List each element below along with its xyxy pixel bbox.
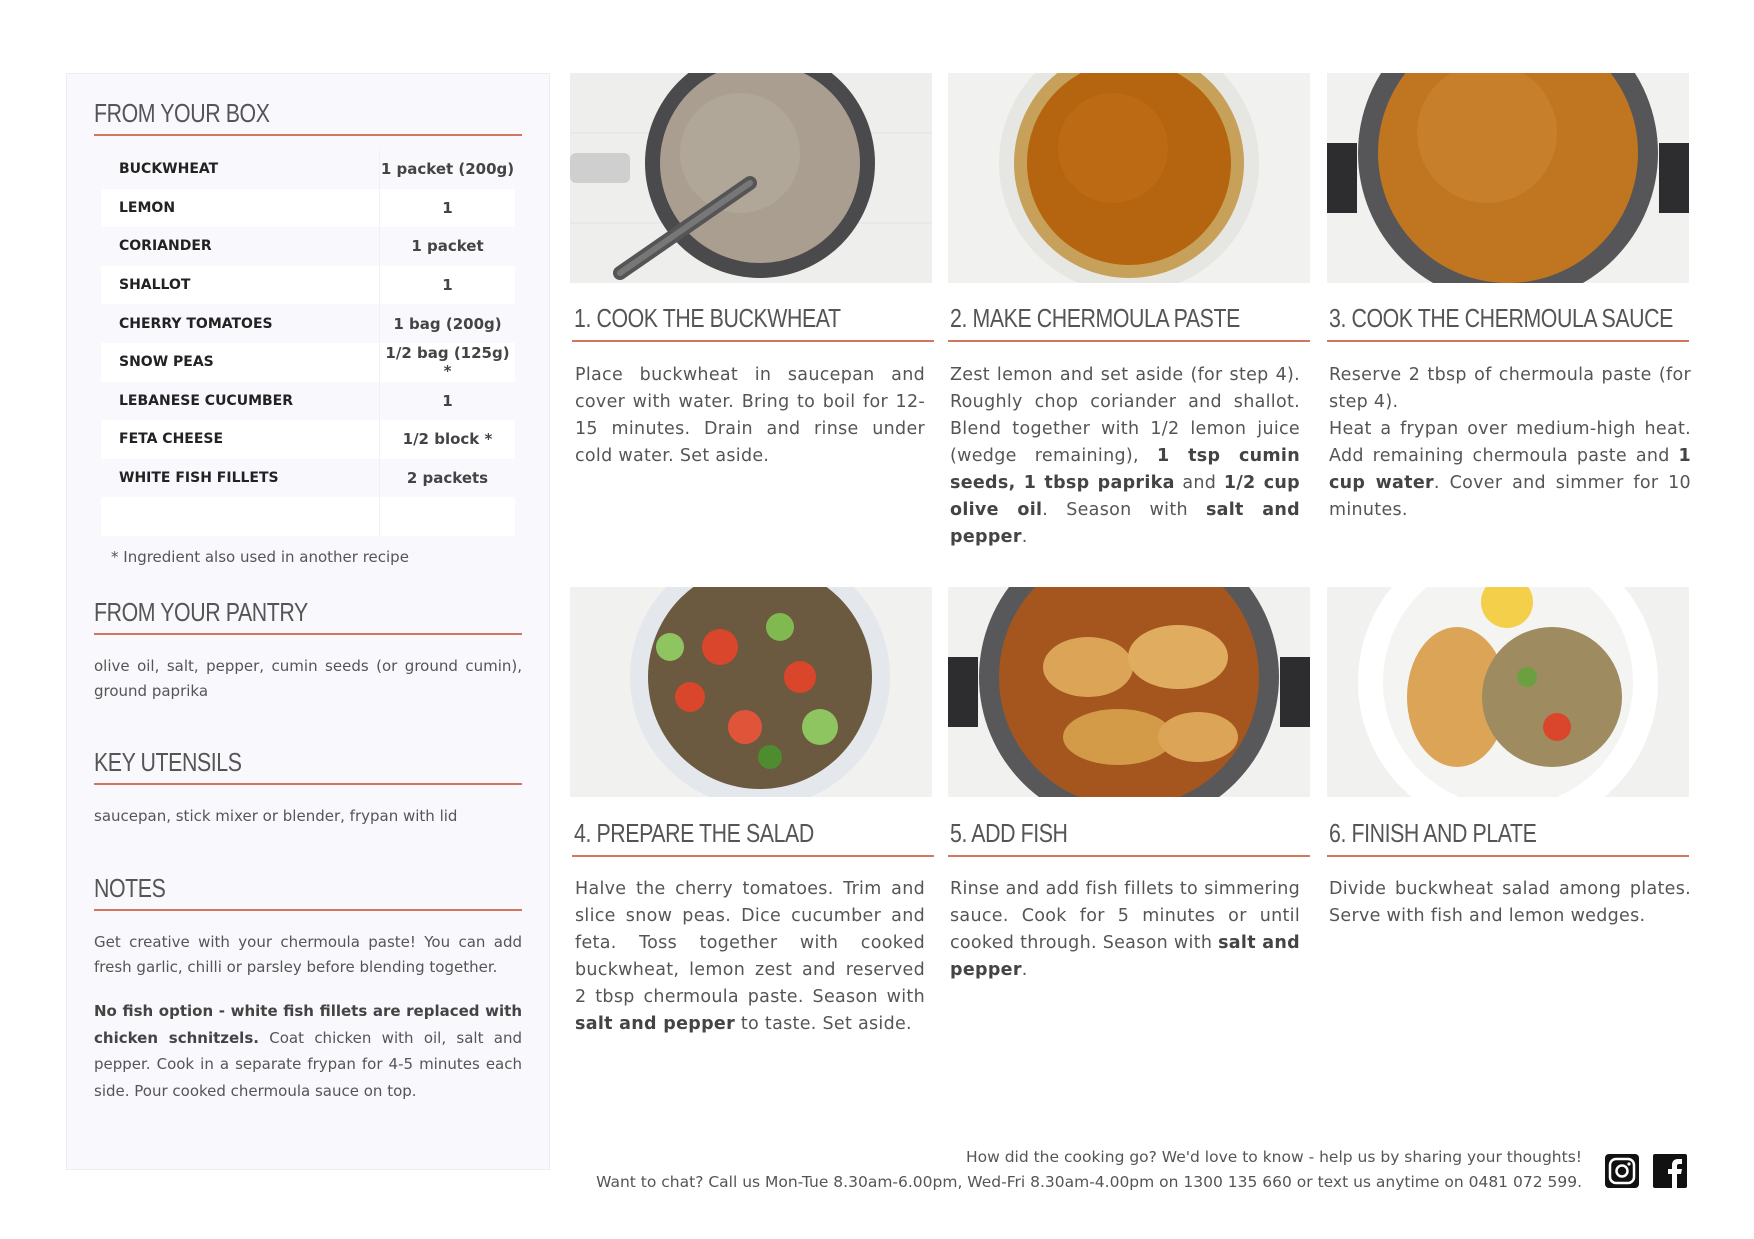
pantry-text: olive oil, salt, pepper, cumin seeds (or ground cumin), ground paprika (94, 657, 522, 700)
notes-no-fish (94, 998, 522, 1104)
step-text-run: to taste. Set aside. (735, 1014, 912, 1034)
section-divider (94, 783, 522, 785)
ingredient-row (101, 150, 515, 189)
utensils-text: saucepan, stick mixer or blender, frypan with lid (94, 807, 458, 825)
ingredient-row (101, 459, 515, 498)
step-text-run: Halve the cherry tomatoes. Trim and slice snow peas. Dice cucumber and feta. Toss together with cooked buckwheat, lemon zest and reserved 2 tbsp chermoula paste. Season with (575, 879, 925, 1007)
key-utensils-title: KEY UTENSILS (94, 747, 242, 777)
step-2-text (950, 362, 1300, 551)
bold-ingredient-text: salt and pepper (950, 933, 1300, 980)
step-text-run: . Season with (1042, 500, 1206, 520)
plated-dish-image (1327, 587, 1689, 797)
buckwheat-pot-image (570, 73, 932, 283)
step-divider (572, 855, 934, 857)
step-text-run: Zest lemon and set aside (for step 4). Roughly chop coriander and shallot. Blend together with 1/2 lemon juice (wedge remaining), (950, 365, 1300, 466)
ingredient-name: CORIANDER (119, 238, 212, 255)
step-5-text (950, 876, 1300, 984)
step-divider (572, 340, 934, 342)
notes-no-fish-rest: Coat chicken with oil, salt and pepper. Cook in a separate frypan for 4-5 minutes each side. Pour cooked chermoula sauce on top. (94, 1028, 522, 1100)
step-1-title: 1. COOK THE BUCKWHEAT (574, 303, 841, 333)
bold-ingredient-text: 1 cup water (1329, 446, 1691, 493)
facebook-icon[interactable] (1652, 1153, 1688, 1189)
ingredient-row (101, 343, 515, 382)
ingredient-name: SHALLOT (119, 277, 191, 294)
ingredient-row (101, 420, 515, 459)
step-divider (948, 855, 1310, 857)
ingredient-table (101, 150, 515, 536)
fish-in-pan-image (948, 587, 1310, 797)
step-4-text (575, 876, 925, 1038)
notes-title: NOTES (94, 873, 166, 903)
contact-text: Want to chat? Call us Mon-Tue 8.30am-6.00pm, Wed-Fri 8.30am-4.00pm on 1300 135 660 or text us anytime on 0481 072 599. (596, 1173, 1582, 1191)
ingredient-name: WHITE FISH FILLETS (119, 470, 279, 487)
notes-text: Get creative with your chermoula paste! You can add fresh garlic, chilli or parsley before blending together. (94, 933, 522, 976)
ingredient-name: SNOW PEAS (119, 354, 214, 371)
ingredient-footnote: * Ingredient also used in another recipe (111, 548, 409, 566)
ingredient-name: FETA CHEESE (119, 431, 224, 448)
step-text-run: . Cover and simmer for 10 minutes. (1329, 473, 1691, 520)
step-6-title: 6. FINISH AND PLATE (1329, 818, 1537, 848)
notes-no-fish-bold: No fish option - white fish fillets are replaced with chicken schnitzels. (94, 1002, 522, 1047)
step-3-text (1329, 362, 1691, 524)
ingredient-qty: 1/2 bag (125g) * (385, 344, 510, 381)
step-3-title: 3. COOK THE CHERMOULA SAUCE (1329, 303, 1673, 333)
step-6-text (1329, 876, 1691, 930)
ingredient-row (101, 266, 515, 305)
from-your-box-title: FROM YOUR BOX (94, 98, 270, 128)
ingredient-row-empty (101, 497, 515, 536)
chermoula-paste-image (948, 73, 1310, 283)
step-text-run: Divide buckwheat salad among plates. Serve with fish and lemon wedges. (1329, 879, 1691, 926)
step-divider (948, 340, 1310, 342)
ingredient-row (101, 227, 515, 266)
section-divider (94, 633, 522, 635)
bold-ingredient-text: salt and pepper (950, 500, 1300, 547)
ingredient-row (101, 189, 515, 228)
step-text-run: . (1021, 527, 1028, 547)
ingredient-qty: 1 (442, 198, 453, 217)
step-1-text (575, 362, 925, 470)
ingredient-name: BUCKWHEAT (119, 161, 219, 178)
ingredient-qty: 1 (442, 276, 453, 295)
step-text-run: . (1021, 960, 1028, 980)
step-divider (1327, 855, 1689, 857)
step-text-run: Heat a frypan over medium-high heat. Add remaining chermoula paste and (1329, 419, 1691, 466)
ingredient-qty: 1 packet (411, 237, 484, 256)
ingredient-qty: 1 (442, 391, 453, 410)
feedback-text: How did the cooking go? We'd love to know - help us by sharing your thoughts! (965, 1148, 1582, 1166)
ingredient-row (101, 382, 515, 421)
step-divider (1327, 340, 1689, 342)
section-divider (94, 134, 522, 136)
step-2-title: 2. MAKE CHERMOULA PASTE (950, 303, 1240, 333)
ingredient-name: LEMON (119, 199, 176, 216)
chermoula-sauce-image (1327, 73, 1689, 283)
bold-ingredient-text: 1/2 cup olive oil (950, 473, 1300, 520)
from-your-pantry-title: FROM YOUR PANTRY (94, 597, 308, 627)
instagram-icon[interactable] (1604, 1153, 1640, 1189)
ingredient-qty: 1 packet (200g) (380, 160, 515, 179)
section-divider (94, 909, 522, 911)
step-text-run: Reserve 2 tbsp of chermoula paste (for step 4). (1329, 365, 1691, 412)
step-4-title: 4. PREPARE THE SALAD (574, 818, 814, 848)
ingredients-sidebar (66, 73, 550, 1170)
ingredient-qty: 1/2 block * (402, 430, 493, 449)
ingredient-qty: 1 bag (200g) (393, 314, 502, 333)
ingredient-name: LEBANESE CUCUMBER (119, 392, 294, 409)
bold-ingredient-text: salt and pepper (575, 1014, 736, 1034)
step-text-run: Place buckwheat in saucepan and cover with water. Bring to boil for 12-15 minutes. Drain and rinse under cold water. Set aside. (575, 365, 925, 466)
step-5-title: 5. ADD FISH (950, 818, 1068, 848)
ingredient-row (101, 304, 515, 343)
ingredient-name: CHERRY TOMATOES (119, 315, 273, 332)
step-text-run: and (1174, 473, 1224, 493)
bold-ingredient-text: 1 tsp cumin seeds, 1 tbsp paprika (950, 446, 1300, 493)
ingredient-qty: 2 packets (406, 469, 489, 488)
salad-image (570, 587, 932, 797)
step-text-run: Rinse and add fish fillets to simmering sauce. Cook for 5 minutes or until cooked through. Season with (950, 879, 1300, 953)
